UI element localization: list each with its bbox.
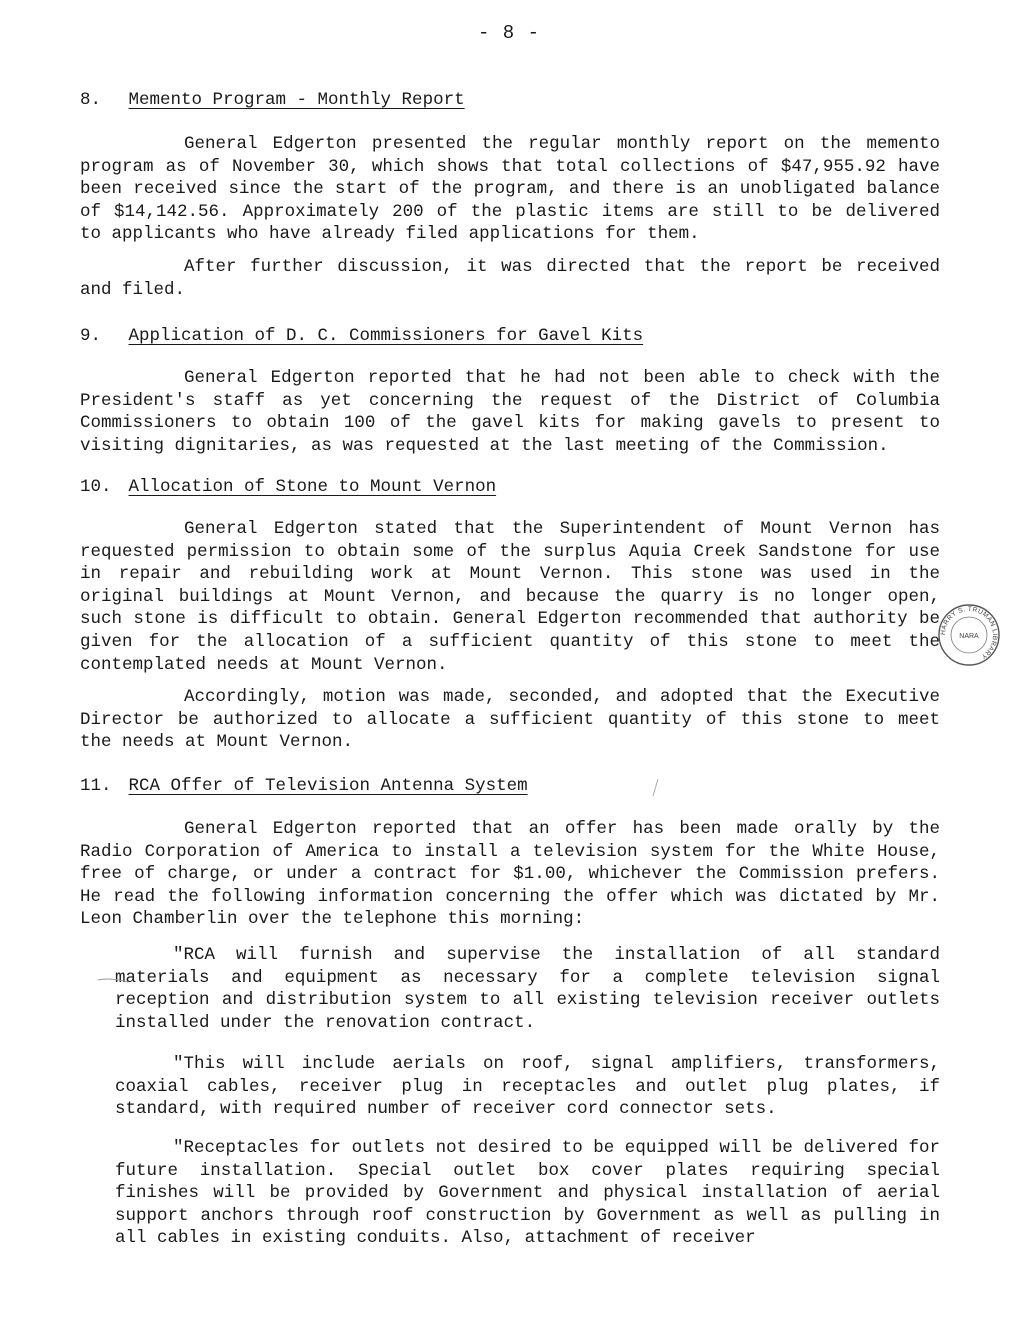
- section-title: Application of D. C. Commissioners for Gavel Kits: [128, 326, 644, 346]
- section-number: 8.: [80, 90, 102, 110]
- quote-paragraph: "Receptacles for outlets not desired to be equipped will be delivered for future installation. Special outlet box cover plates requiring special finishes will be provided by Government and physical installation of aerial support anchors through roof construction by Government as well as pulling in all cables in existing conduits. Also, attachment of receiver: [115, 1138, 940, 1249]
- paragraph: General Edgerton presented the regular monthly report on the memento program as of November 30, which shows that total collections of $47,955.92 have been received since the start of the program, and there is an unobligated balance of $14,142.56. Approximately 200 of the plastic items are still to be delivered to applicants who have already filed applications for them.: [80, 134, 940, 245]
- quote-paragraph: "This will include aerials on roof, signal amplifiers, transformers, coaxial cables, receiver plug in receptacles and outlet plug plates, if standard, with required number of receiver cord connector sets.: [115, 1054, 940, 1120]
- section-heading-9: [80, 326, 643, 346]
- margin-pencil-mark: [97, 975, 129, 985]
- paragraph: General Edgerton reported that he had not been able to check with the President's staff as yet concerning the request of the District of Columbia Commissioners to obtain 100 of the gavel kits for making gavels to present to visiting dignitaries, as was requested at the last meeting of the Commission.: [80, 368, 940, 456]
- stamp-text: HARRY S. TRUMAN LIBRARY: [939, 605, 999, 661]
- section-heading-8: [80, 90, 465, 110]
- library-stamp: [936, 602, 1002, 668]
- section-title: RCA Offer of Television Antenna System: [128, 776, 528, 796]
- section-number: 9.: [80, 326, 102, 346]
- paragraph: General Edgerton reported that an offer has been made orally by the Radio Corporation of America to install a television system for the White House, free of charge, or under a contract for $1.00, whichever the Commission prefers. He read the following information concerning the offer which was dictated by Mr. Leon Chamberlin over the telephone this morning:: [80, 819, 940, 930]
- section-number: 10.: [80, 477, 112, 497]
- quote-paragraph: "RCA will furnish and supervise the installation of all standard materials and equipment as necessary for a complete television signal reception and distribution system to all existing television receiver outlets installed under the renovation contract.: [115, 945, 940, 1033]
- section-heading-10: [80, 477, 496, 497]
- page-number: - 8 -: [477, 22, 540, 44]
- section-number: 11.: [80, 776, 112, 796]
- paragraph: General Edgerton stated that the Superintendent of Mount Vernon has requested permission to obtain some of the surplus Aquia Creek Sandstone for use in repair and rebuilding work at Mount Vernon. This stone was used in the original buildings at Mount Vernon, and because the quarry is no longer open, such stone is difficult to obtain. General Edgerton recommended that authority be given for the allocation of a sufficient quantity of this stone to meet the contemplated needs at Mount Vernon.: [80, 519, 940, 675]
- section-title: Memento Program - Monthly Report: [128, 90, 465, 110]
- paragraph: Accordingly, motion was made, seconded, and adopted that the Executive Director be authorized to allocate a sufficient quantity of this stone to meet the needs at Mount Vernon.: [80, 687, 940, 753]
- tick-pencil-mark: [650, 778, 660, 798]
- section-heading-11: [80, 776, 528, 796]
- paragraph: After further discussion, it was directed that the report be received and filed.: [80, 257, 940, 300]
- stamp-inner-text: NARA: [959, 633, 979, 640]
- section-title: Allocation of Stone to Mount Vernon: [128, 477, 497, 497]
